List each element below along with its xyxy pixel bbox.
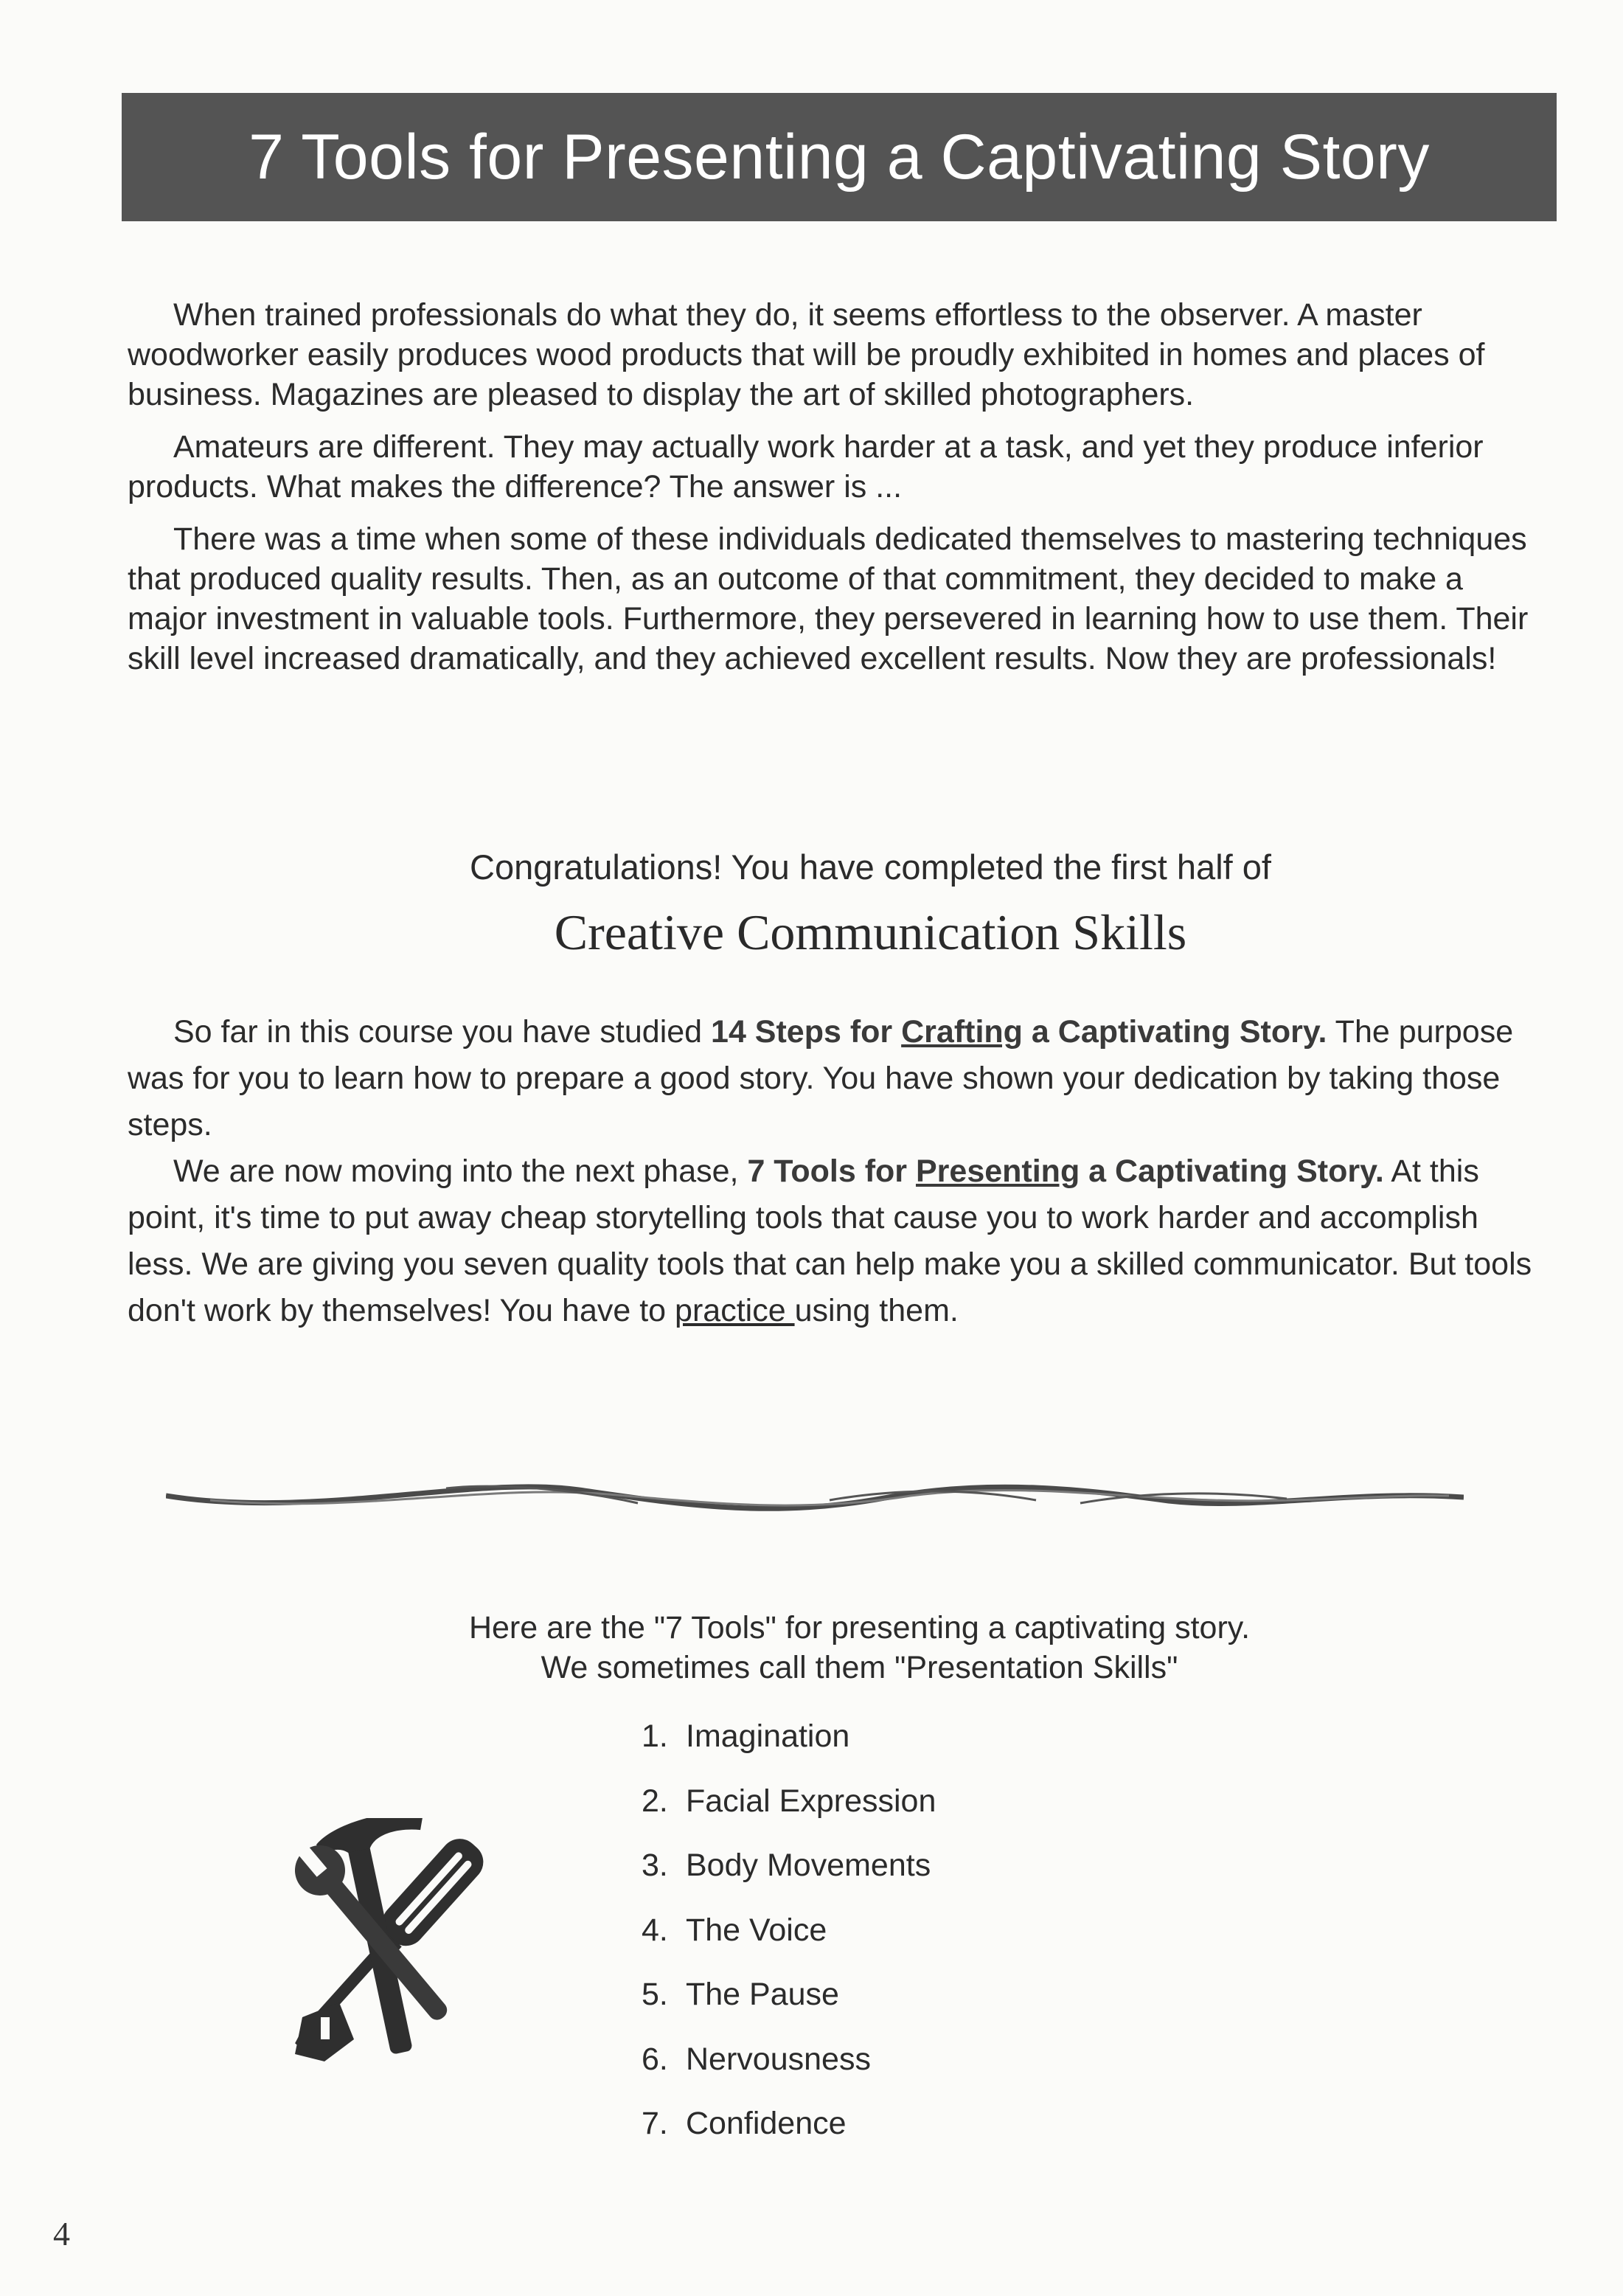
underlined-word: practice	[675, 1293, 795, 1328]
list-item	[642, 1912, 936, 1977]
list-item	[642, 2106, 936, 2171]
list-item	[642, 1718, 936, 1783]
bold-text: 14 Steps for	[711, 1014, 902, 1050]
tools-icon	[251, 1818, 516, 2076]
title-banner	[122, 93, 1557, 221]
intro-section	[128, 295, 1536, 691]
tools-list	[642, 1718, 936, 2171]
list-number: 2.	[642, 1783, 668, 1819]
congrats-section	[0, 847, 1623, 887]
intro-paragraph: There was a time when some of these individuals dedicated themselves to mastering techniques that produced quality results. Then, as an outcome of that commitment, they decided to make a major investment in valuable tools. Furthermore, they persevered in learning how to use them. Their skill level increased dramatically, and they achieved excellent results. Now they are professionals!	[128, 521, 1529, 676]
list-item	[642, 2042, 936, 2106]
list-number: 4.	[642, 1912, 668, 1948]
list-label: Confidence	[686, 2106, 847, 2141]
list-label: Nervousness	[686, 2041, 871, 2077]
course-title	[0, 904, 1623, 962]
body-paragraph-2	[128, 1148, 1543, 1334]
list-number: 3.	[642, 1848, 668, 1883]
body-text: At this point, it's time to put away cheap storytelling tools that cause you to work harder and accomplish less. We are giving you seven quality tools that can help make you a skilled communicator. But tools don't work by themselves! You have to	[128, 1154, 1532, 1328]
bold-phrase	[747, 1154, 1383, 1189]
decorative-divider	[166, 1468, 1464, 1527]
page-number: 4	[53, 2215, 70, 2252]
body-paragraph-1	[128, 1009, 1543, 1148]
list-label: The Pause	[686, 1977, 839, 2012]
course-title-text: Creative Communication Skills	[554, 904, 1187, 960]
list-number: 1.	[642, 1718, 668, 1754]
page-title: 7 Tools for Presenting a Captivating Story	[249, 121, 1430, 193]
congrats-text: Congratulations! You have completed the first half of	[470, 847, 1271, 887]
list-number: 6.	[642, 2041, 668, 2077]
bold-text: 7 Tools for	[747, 1154, 916, 1189]
list-label: Body Movements	[686, 1848, 931, 1883]
tools-intro-line: We sometimes call them "Presentation Skills"	[541, 1650, 1178, 1685]
bold-text: a Captivating Story.	[1080, 1154, 1384, 1189]
body-text: using them.	[794, 1293, 959, 1328]
course-body	[128, 1009, 1543, 1334]
list-number: 5.	[642, 1977, 668, 2012]
bold-text: a Captivating Story.	[1022, 1014, 1327, 1050]
tools-intro-line: Here are the "7 Tools" for presenting a captivating story.	[468, 1610, 1251, 1645]
list-number: 7.	[642, 2106, 668, 2141]
list-item	[642, 1848, 936, 1912]
tools-intro	[0, 1608, 1623, 1688]
body-text: The purpose was for you to learn how to prepare a good story. You have shown your dedication by taking those steps.	[128, 1014, 1514, 1142]
list-label: Facial Expression	[686, 1783, 936, 1819]
list-item	[642, 1783, 936, 1848]
underlined-word: Crafting	[901, 1014, 1023, 1050]
body-text: So far in this course you have studied	[173, 1014, 712, 1050]
underlined-word: Presenting	[915, 1154, 1080, 1189]
list-label: Imagination	[686, 1718, 850, 1754]
intro-paragraph: Amateurs are different. They may actually work harder at a task, and yet they produce inferior products. What makes the difference? The answer is ...	[128, 429, 1484, 504]
list-label: The Voice	[686, 1912, 827, 1948]
bold-phrase	[711, 1014, 1327, 1050]
intro-paragraph: When trained professionals do what they do, it seems effortless to the observer. A master woodworker easily produces wood products that will be proudly exhibited in homes and places of business. Magazines are pleased to display the art of skilled photographers.	[128, 297, 1485, 412]
body-text: We are now moving into the next phase,	[173, 1154, 748, 1189]
list-item	[642, 1977, 936, 2042]
